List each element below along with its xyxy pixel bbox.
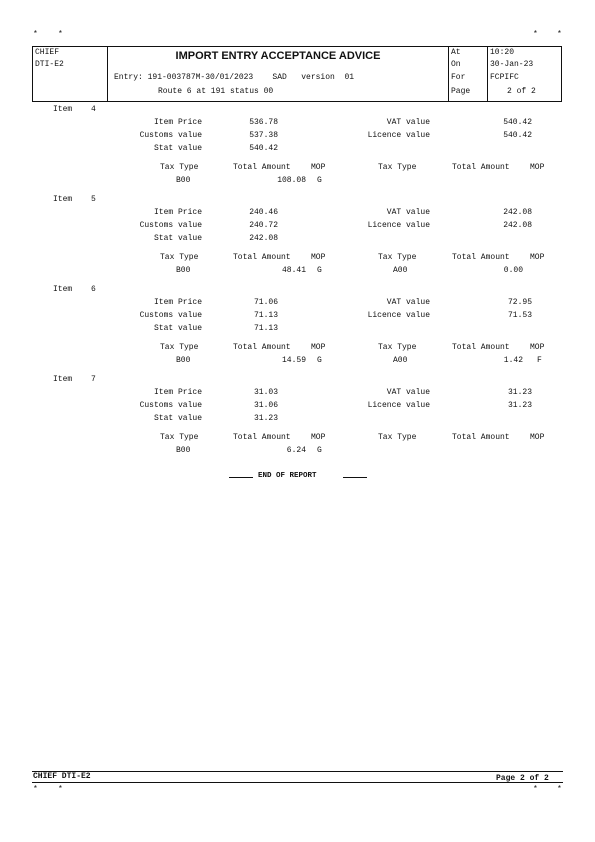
footer-rule-top xyxy=(32,771,563,772)
licence-value-value: 31.23 xyxy=(507,401,532,410)
corner-star: * xyxy=(33,30,38,39)
item-price-label: Item Price xyxy=(153,298,202,307)
tax-type-value: B00 xyxy=(176,356,191,365)
vat-value-value: 31.23 xyxy=(507,388,532,397)
licence-value-value: 242.08 xyxy=(503,221,532,230)
report-header xyxy=(32,46,562,102)
item-price-value: 71.06 xyxy=(253,298,278,307)
corner-star: * xyxy=(58,785,63,794)
tax-type-header: Tax Type xyxy=(378,343,417,352)
tax-mop-value: G xyxy=(317,176,322,185)
item-number: 5 xyxy=(91,195,96,204)
total-amount-header: Total Amount xyxy=(233,343,291,352)
on-label: On xyxy=(451,60,461,69)
tax-amount-value: 108.08 xyxy=(277,176,306,185)
mop-header: MOP xyxy=(530,433,545,442)
item-prefix: Item xyxy=(53,105,73,114)
footer-system: CHIEF DTI-E2 xyxy=(33,772,91,781)
item-price-value: 240.46 xyxy=(249,208,278,217)
page-label: Page xyxy=(451,87,471,96)
tax-type-value: A00 xyxy=(393,356,408,365)
item-prefix: Item xyxy=(53,285,73,294)
total-amount-header: Total Amount xyxy=(452,163,510,172)
corner-star: * xyxy=(58,30,63,39)
vat-value-label: VAT value xyxy=(386,118,430,127)
system-name: CHIEF xyxy=(35,48,60,57)
vat-value-value: 72.95 xyxy=(507,298,532,307)
date-value: 30-Jan-23 xyxy=(490,60,534,69)
customs-value-value: 71.13 xyxy=(253,311,278,320)
mop-header: MOP xyxy=(311,163,326,172)
licence-value-value: 540.42 xyxy=(503,131,532,140)
customs-value-label: Customs value xyxy=(139,311,202,320)
corner-star: * xyxy=(557,785,562,794)
route-line: Route 6 at 191 status 00 xyxy=(158,87,274,96)
time-value: 10:20 xyxy=(490,48,515,57)
mop-header: MOP xyxy=(530,253,545,262)
licence-value-label: Licence value xyxy=(367,221,430,230)
corner-star: * xyxy=(557,30,562,39)
stat-value-value: 242.08 xyxy=(249,234,278,243)
item-price-value: 31.03 xyxy=(253,388,278,397)
tax-type-value: A00 xyxy=(393,266,408,275)
item-price-label: Item Price xyxy=(153,208,202,217)
vat-value-label: VAT value xyxy=(386,208,430,217)
item-price-label: Item Price xyxy=(153,388,202,397)
footer-rule-bottom xyxy=(32,782,563,783)
mop-header: MOP xyxy=(311,433,326,442)
mop-header: MOP xyxy=(311,253,326,262)
tax-amount-value: 48.41 xyxy=(281,266,306,275)
licence-value-label: Licence value xyxy=(367,311,430,320)
stat-value-label: Stat value xyxy=(153,234,202,243)
tax-mop-value: G xyxy=(317,446,322,455)
total-amount-header: Total Amount xyxy=(452,343,510,352)
tax-type-value: B00 xyxy=(176,266,191,275)
total-amount-header: Total Amount xyxy=(233,253,291,262)
corner-star: * xyxy=(33,785,38,794)
item-price-value: 536.78 xyxy=(249,118,278,127)
tax-amount-value: 0.00 xyxy=(503,266,523,275)
item-price-label: Item Price xyxy=(153,118,202,127)
licence-value-value: 71.53 xyxy=(507,311,532,320)
tax-type-header: Tax Type xyxy=(378,163,417,172)
end-rule-right xyxy=(343,477,367,478)
tax-type-value: B00 xyxy=(176,176,191,185)
item-number: 6 xyxy=(91,285,96,294)
customs-value-label: Customs value xyxy=(139,131,202,140)
vat-value-value: 242.08 xyxy=(503,208,532,217)
tax-type-header: Tax Type xyxy=(160,253,199,262)
tax-type-header: Tax Type xyxy=(160,163,199,172)
vat-value-label: VAT value xyxy=(386,388,430,397)
mop-header: MOP xyxy=(530,343,545,352)
end-of-report: END OF REPORT xyxy=(258,472,317,480)
page-value: 2 of 2 xyxy=(507,87,536,96)
tax-mop-value: F xyxy=(537,356,542,365)
for-value: FCPIFC xyxy=(490,73,519,82)
corner-star: * xyxy=(533,785,538,794)
vat-value-value: 540.42 xyxy=(503,118,532,127)
system-code: DTI-E2 xyxy=(35,60,64,69)
tax-type-header: Tax Type xyxy=(378,253,417,262)
customs-value-value: 240.72 xyxy=(249,221,278,230)
entry-line: Entry: 191-003787M-30/01/2023 SAD version 01 xyxy=(114,73,355,82)
tax-type-header: Tax Type xyxy=(160,433,199,442)
customs-value-value: 31.06 xyxy=(253,401,278,410)
title-cell xyxy=(108,47,448,101)
tax-mop-value: G xyxy=(317,266,322,275)
stat-value-value: 31.23 xyxy=(253,414,278,423)
mop-header: MOP xyxy=(311,343,326,352)
at-label: At xyxy=(451,48,461,57)
tax-amount-value: 6.24 xyxy=(286,446,306,455)
for-label: For xyxy=(451,73,466,82)
stat-value-value: 71.13 xyxy=(253,324,278,333)
stat-value-label: Stat value xyxy=(153,144,202,153)
item-prefix: Item xyxy=(53,195,73,204)
item-prefix: Item xyxy=(53,375,73,384)
licence-value-label: Licence value xyxy=(367,131,430,140)
item-number: 4 xyxy=(91,105,96,114)
total-amount-header: Total Amount xyxy=(452,433,510,442)
licence-value-label: Licence value xyxy=(367,401,430,410)
end-rule-left xyxy=(229,477,253,478)
vat-value-label: VAT value xyxy=(386,298,430,307)
customs-value-label: Customs value xyxy=(139,221,202,230)
page-title: IMPORT ENTRY ACCEPTANCE ADVICE xyxy=(175,50,381,62)
tax-amount-value: 14.59 xyxy=(281,356,306,365)
total-amount-header: Total Amount xyxy=(452,253,510,262)
tax-type-header: Tax Type xyxy=(160,343,199,352)
corner-star: * xyxy=(533,30,538,39)
stat-value-label: Stat value xyxy=(153,414,202,423)
customs-value-value: 537.38 xyxy=(249,131,278,140)
mop-header: MOP xyxy=(530,163,545,172)
tax-type-header: Tax Type xyxy=(378,433,417,442)
tax-amount-value: 1.42 xyxy=(503,356,523,365)
total-amount-header: Total Amount xyxy=(233,433,291,442)
item-number: 7 xyxy=(91,375,96,384)
stat-value-value: 540.42 xyxy=(249,144,278,153)
total-amount-header: Total Amount xyxy=(233,163,291,172)
stat-value-label: Stat value xyxy=(153,324,202,333)
tax-mop-value: G xyxy=(317,356,322,365)
footer-page: Page 2 of 2 xyxy=(496,774,549,783)
tax-type-value: B00 xyxy=(176,446,191,455)
customs-value-label: Customs value xyxy=(139,401,202,410)
